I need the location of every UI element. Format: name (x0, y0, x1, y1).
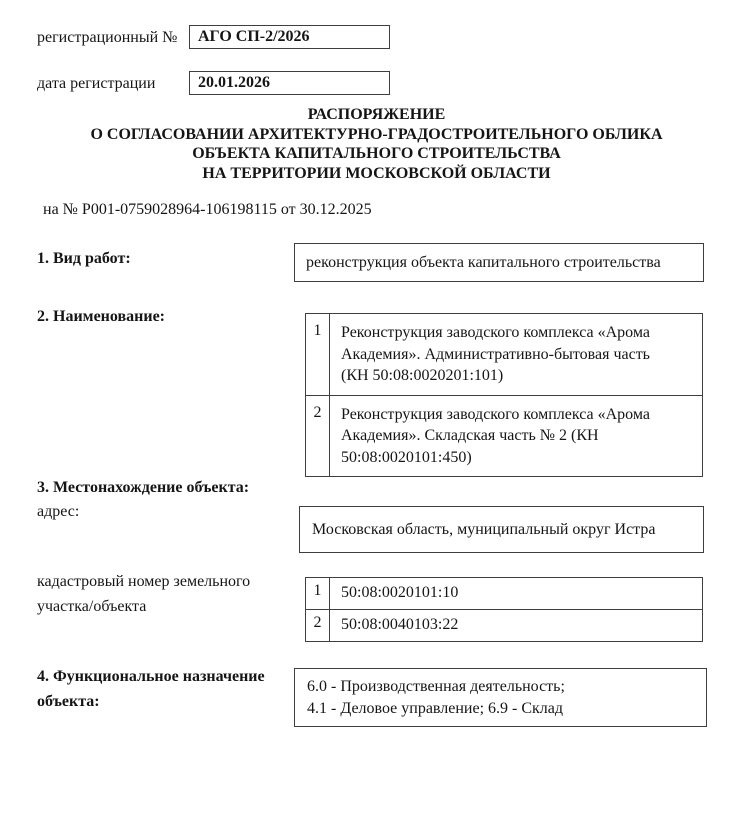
section-3-heading: 3. Местонахождение объекта: (37, 479, 250, 496)
cadastre-table-row (306, 609, 702, 641)
reg-date-field (189, 71, 390, 95)
function-line-1: 6.0 - Производственная деятельность; (307, 678, 565, 695)
name-table-row (306, 314, 702, 395)
title-line-3: ОБЪЕКТА КАПИТАЛЬНОГО СТРОИТЕЛЬСТВА (192, 145, 561, 162)
address-field (299, 506, 704, 553)
row-number: 2 (306, 610, 330, 641)
reg-number-value: АГО СП-2/2026 (198, 28, 310, 45)
address-value: Московская область, муниципальный округ Истра (312, 520, 656, 538)
name-table-row (306, 395, 702, 477)
section-2-label: 2. Наименование: (37, 308, 165, 325)
cadastre-table-row (306, 578, 702, 609)
work-type-value: реконструкция объекта капитального строительства (306, 253, 661, 271)
document-title (0, 105, 753, 183)
name-table (305, 313, 703, 477)
reference-line: на № Р001-0759028964-106198115 от 30.12.2025 (43, 201, 372, 218)
section-1-label: 1. Вид работ: (37, 250, 131, 267)
function-field (294, 668, 707, 727)
function-line-2: 4.1 - Деловое управление; 6.9 - Склад (307, 699, 564, 717)
row-text: Реконструкция заводского комплекса «Арома Академия». Административно-бытовая часть (КН 50:08:0020201:101) (341, 324, 650, 384)
row-number: 1 (306, 314, 330, 395)
reg-number-field (189, 25, 390, 49)
row-value: 50:08:0040103:22 (341, 616, 459, 633)
title-line-4: НА ТЕРРИТОРИИ МОСКОВСКОЙ ОБЛАСТИ (202, 164, 551, 182)
row-text: Реконструкция заводского комплекса «Арома Академия». Складская часть № 2 (КН 50:08:0020101:450) (341, 405, 650, 466)
title-line-2: О СОГЛАСОВАНИИ АРХИТЕКТУРНО-ГРАДОСТРОИТЕЛЬНОГО ОБЛИКА (90, 125, 663, 143)
reg-date-label: дата регистрации (37, 75, 156, 92)
row-number: 1 (306, 578, 330, 609)
title-line-1: РАСПОРЯЖЕНИЕ (307, 106, 446, 123)
address-label: адрес: (37, 503, 80, 520)
reg-number-label: регистрационный № (37, 29, 178, 46)
row-number: 2 (306, 396, 330, 477)
work-type-field (294, 243, 704, 282)
reg-date-value: 20.01.2026 (198, 74, 270, 91)
cadastre-label: кадастровый номер земельного участка/объекта (37, 573, 251, 615)
row-value: 50:08:0020101:10 (341, 584, 459, 601)
cadastre-table (305, 577, 703, 642)
section-4-label: 4. Функциональное назначение объекта: (37, 668, 265, 710)
